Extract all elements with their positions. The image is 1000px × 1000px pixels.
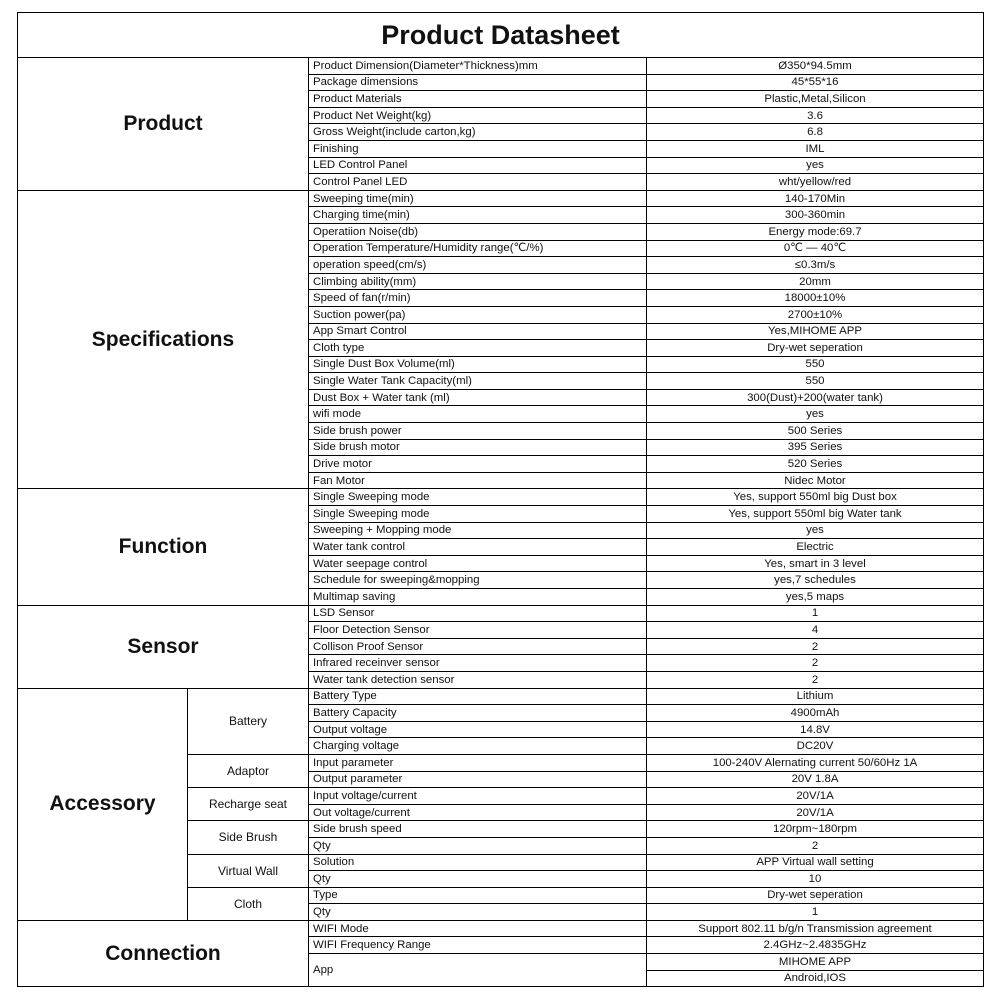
- param-label: Single Dust Box Volume(ml): [309, 356, 647, 373]
- param-value: 4: [647, 622, 984, 639]
- param-value: Yes, support 550ml big Dust box: [647, 489, 984, 506]
- table-row: [18, 605, 984, 622]
- param-label: operation speed(cm/s): [309, 257, 647, 274]
- param-value: 2.4GHz~2.4835GHz: [647, 937, 984, 954]
- param-value: 6.8: [647, 124, 984, 141]
- param-label: Drive motor: [309, 456, 647, 473]
- param-value: Plastic,Metal,Silicon: [647, 91, 984, 108]
- param-label: Output voltage: [309, 721, 647, 738]
- param-label: Gross Weight(include carton,kg): [309, 124, 647, 141]
- param-value: Dry-wet seperation: [647, 887, 984, 904]
- param-value: 2: [647, 655, 984, 672]
- table-row: [18, 489, 984, 506]
- param-label: App Smart Control: [309, 323, 647, 340]
- param-label: Water tank detection sensor: [309, 671, 647, 688]
- param-label: Climbing ability(mm): [309, 273, 647, 290]
- param-label: LED Control Panel: [309, 157, 647, 174]
- table-row: [18, 688, 984, 705]
- param-value: 14.8V: [647, 721, 984, 738]
- param-value: 2: [647, 671, 984, 688]
- param-value: 140-170Min: [647, 190, 984, 207]
- param-value: Yes, smart in 3 level: [647, 555, 984, 572]
- param-label: Single Water Tank Capacity(ml): [309, 373, 647, 390]
- param-value: 20V/1A: [647, 788, 984, 805]
- section-function-label: Function: [18, 489, 309, 605]
- param-label: Charging time(min): [309, 207, 647, 224]
- param-value: IML: [647, 140, 984, 157]
- param-value: 500 Series: [647, 423, 984, 440]
- param-value: 2: [647, 638, 984, 655]
- param-value: yes: [647, 157, 984, 174]
- param-value: 2: [647, 837, 984, 854]
- table-row: [18, 920, 984, 937]
- param-label: wifi mode: [309, 406, 647, 423]
- param-value: 120rpm~180rpm: [647, 821, 984, 838]
- param-label: Qty: [309, 837, 647, 854]
- param-label: Single Sweeping mode: [309, 506, 647, 523]
- param-label: Dust Box + Water tank (ml): [309, 389, 647, 406]
- param-label: Side brush power: [309, 423, 647, 440]
- section-accessory-label: Accessory: [18, 688, 188, 920]
- param-value: Yes, support 550ml big Water tank: [647, 506, 984, 523]
- param-label: Output parameter: [309, 771, 647, 788]
- page-title: Product Datasheet: [18, 13, 984, 58]
- param-label: Speed of fan(r/min): [309, 290, 647, 307]
- param-label: Infrared receinver sensor: [309, 655, 647, 672]
- param-label: Sweeping + Mopping mode: [309, 522, 647, 539]
- param-value: 45*55*16: [647, 74, 984, 91]
- param-label: Operation Temperature/Humidity range(℃/%): [309, 240, 647, 257]
- param-value: Nidec Motor: [647, 472, 984, 489]
- param-label: Product Dimension(Diameter*Thickness)mm: [309, 58, 647, 75]
- section-sensor-label: Sensor: [18, 605, 309, 688]
- param-value: 20mm: [647, 273, 984, 290]
- param-value: yes,7 schedules: [647, 572, 984, 589]
- param-value: Dry-wet seperation: [647, 340, 984, 357]
- param-value: 20V/1A: [647, 804, 984, 821]
- param-value: 1: [647, 904, 984, 921]
- param-value: 0℃ — 40℃: [647, 240, 984, 257]
- param-value: Electric: [647, 539, 984, 556]
- param-value: 550: [647, 356, 984, 373]
- param-label: Fan Motor: [309, 472, 647, 489]
- param-value: 520 Series: [647, 456, 984, 473]
- param-value: APP Virtual wall setting: [647, 854, 984, 871]
- param-label: App: [309, 954, 647, 987]
- group-side-brush-label: Side Brush: [188, 821, 309, 854]
- param-label: Suction power(pa): [309, 306, 647, 323]
- param-value: 1: [647, 605, 984, 622]
- param-label: Finishing: [309, 140, 647, 157]
- param-value: 4900mAh: [647, 705, 984, 722]
- param-value: 10: [647, 871, 984, 888]
- param-value: yes,5 maps: [647, 589, 984, 606]
- param-label: Side brush motor: [309, 439, 647, 456]
- section-connection-label: Connection: [18, 920, 309, 986]
- param-label: Schedule for sweeping&mopping: [309, 572, 647, 589]
- param-value: 100-240V Alernating current 50/60Hz 1A: [647, 754, 984, 771]
- param-label: Type: [309, 887, 647, 904]
- param-label: Out voltage/current: [309, 804, 647, 821]
- param-value: yes: [647, 406, 984, 423]
- param-value: Lithium: [647, 688, 984, 705]
- param-label: WIFI Mode: [309, 920, 647, 937]
- param-value: DC20V: [647, 738, 984, 755]
- param-value: 300-360min: [647, 207, 984, 224]
- title-row: [18, 13, 984, 58]
- section-specifications-label: Specifications: [18, 190, 309, 489]
- group-battery-label: Battery: [188, 688, 309, 754]
- table-row: [18, 58, 984, 75]
- group-adaptor-label: Adaptor: [188, 754, 309, 787]
- param-value: 395 Series: [647, 439, 984, 456]
- param-value: Yes,MIHOME APP: [647, 323, 984, 340]
- param-label: Multimap saving: [309, 589, 647, 606]
- param-value: 300(Dust)+200(water tank): [647, 389, 984, 406]
- group-recharge-seat-label: Recharge seat: [188, 788, 309, 821]
- param-label: Water tank control: [309, 539, 647, 556]
- param-value: yes: [647, 522, 984, 539]
- param-label: Product Net Weight(kg): [309, 107, 647, 124]
- param-label: Battery Capacity: [309, 705, 647, 722]
- group-cloth-label: Cloth: [188, 887, 309, 920]
- param-value: ≤0.3m/s: [647, 257, 984, 274]
- param-label: Sweeping time(min): [309, 190, 647, 207]
- param-label: Charging voltage: [309, 738, 647, 755]
- param-value: 3.6: [647, 107, 984, 124]
- param-label: Battery Type: [309, 688, 647, 705]
- param-label: Input parameter: [309, 754, 647, 771]
- param-label: Cloth type: [309, 340, 647, 357]
- param-label: LSD Sensor: [309, 605, 647, 622]
- param-value: Support 802.11 b/g/n Transmission agreement: [647, 920, 984, 937]
- param-label: Qty: [309, 904, 647, 921]
- group-virtual-wall-label: Virtual Wall: [188, 854, 309, 887]
- table-row: [18, 190, 984, 207]
- param-label: Qty: [309, 871, 647, 888]
- param-value: Android,IOS: [647, 970, 984, 987]
- param-label: Floor Detection Sensor: [309, 622, 647, 639]
- param-value: 18000±10%: [647, 290, 984, 307]
- param-label: Water seepage control: [309, 555, 647, 572]
- param-label: Side brush speed: [309, 821, 647, 838]
- param-value: 2700±10%: [647, 306, 984, 323]
- param-label: Operatiion Noise(db): [309, 223, 647, 240]
- param-value: Energy mode:69.7: [647, 223, 984, 240]
- param-label: Solution: [309, 854, 647, 871]
- section-product-label: Product: [18, 58, 309, 191]
- param-value: Ø350*94.5mm: [647, 58, 984, 75]
- param-value: 550: [647, 373, 984, 390]
- param-label: WIFI Frequency Range: [309, 937, 647, 954]
- param-label: Package dimensions: [309, 74, 647, 91]
- param-label: Collison Proof Sensor: [309, 638, 647, 655]
- param-label: Control Panel LED: [309, 174, 647, 191]
- param-value: 20V 1.8A: [647, 771, 984, 788]
- param-value: MIHOME APP: [647, 954, 984, 971]
- param-label: Product Materials: [309, 91, 647, 108]
- param-label: Input voltage/current: [309, 788, 647, 805]
- datasheet-table: [17, 12, 984, 987]
- param-value: wht/yellow/red: [647, 174, 984, 191]
- param-label: Single Sweeping mode: [309, 489, 647, 506]
